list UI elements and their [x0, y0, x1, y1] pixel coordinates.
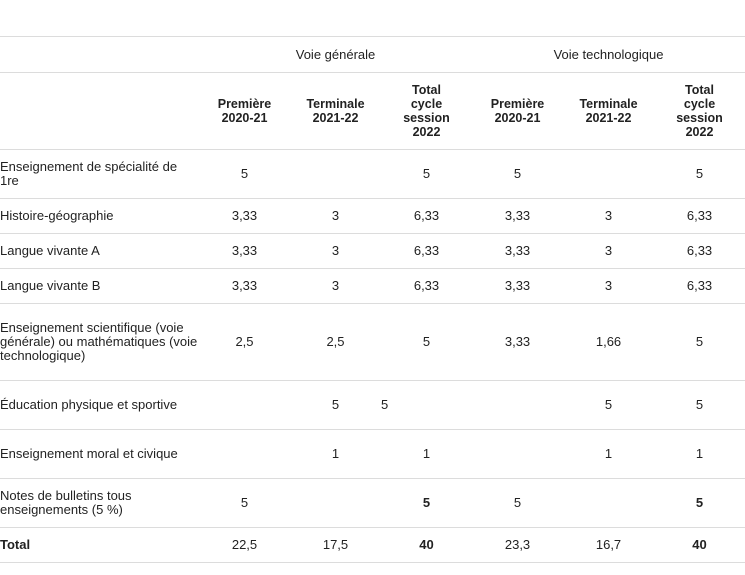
row-label: Enseignement moral et civique [0, 430, 199, 479]
header-line: Terminale [579, 97, 638, 111]
column-header-techno-total [654, 73, 745, 150]
cell: 5 [472, 479, 563, 528]
cell: 3 [290, 269, 381, 304]
column-header-empty [0, 73, 199, 150]
cell: 16,7 [563, 528, 654, 563]
cell: 5 [381, 150, 472, 199]
cell: 17,5 [290, 528, 381, 563]
column-header-techno-terminale [563, 73, 654, 150]
cell: 40 [381, 528, 472, 563]
cell: 2,5 [290, 304, 381, 381]
column-header-general-terminale [290, 73, 381, 150]
header-line: 2022 [412, 125, 441, 139]
table-row [0, 381, 745, 430]
column-header-general-total [381, 73, 472, 150]
cell: 23,3 [472, 528, 563, 563]
header-line: Terminale [306, 97, 365, 111]
cell: 1 [290, 430, 381, 479]
cell: 5 [381, 381, 472, 430]
table-row [0, 304, 745, 381]
cell: 40 [654, 528, 745, 563]
header-line: Total [412, 83, 441, 97]
group-header-row [0, 37, 745, 73]
cell: 3 [290, 234, 381, 269]
cell [290, 479, 381, 528]
header-line: Première [490, 97, 545, 111]
row-label: Total [0, 528, 199, 563]
cell: 3,33 [199, 269, 290, 304]
header-line: 2021-22 [312, 111, 359, 125]
cell: 6,33 [381, 234, 472, 269]
header-line: 2021-22 [585, 111, 632, 125]
cell: 3 [563, 234, 654, 269]
group-header-techno: Voie technologique [472, 37, 745, 73]
cell [563, 150, 654, 199]
cell: 3 [290, 199, 381, 234]
table-row [0, 234, 745, 269]
row-label: Enseignement de spécialité de 1re [0, 150, 199, 199]
cell: 5 [654, 150, 745, 199]
cell: 2,5 [199, 304, 290, 381]
cell: 3,33 [199, 199, 290, 234]
cell: 1 [654, 430, 745, 479]
header-line: session [676, 111, 723, 125]
row-label: Enseignement scientifique (voie générale) ou mathématiques (voie technologique) [0, 304, 199, 381]
cell: 5 [381, 304, 472, 381]
table-row [0, 430, 745, 479]
cell [472, 430, 563, 479]
row-label: Éducation physique et sportive [0, 381, 199, 430]
cell: 3,33 [472, 199, 563, 234]
row-label: Histoire-géographie [0, 199, 199, 234]
header-line: cycle [683, 97, 716, 111]
cell: 3,33 [199, 234, 290, 269]
cell: 5 [290, 381, 381, 430]
cell: 5 [654, 381, 745, 430]
coefficients-table [0, 36, 745, 563]
cell: 6,33 [654, 234, 745, 269]
header-line: Total [685, 83, 714, 97]
cell: 5 [199, 479, 290, 528]
table-row [0, 479, 745, 528]
cell [199, 381, 290, 430]
cell: 6,33 [381, 269, 472, 304]
cell: 3 [563, 269, 654, 304]
header-line: session [403, 111, 450, 125]
total-row [0, 528, 745, 563]
cell [563, 479, 654, 528]
cell: 1 [381, 430, 472, 479]
table-row [0, 150, 745, 199]
header-line: 2022 [685, 125, 714, 139]
cell [472, 381, 563, 430]
header-line: Première [217, 97, 272, 111]
cell: 5 [654, 479, 745, 528]
cell: 3 [563, 199, 654, 234]
cell: 5 [199, 150, 290, 199]
cell [290, 150, 381, 199]
cell: 3,33 [472, 269, 563, 304]
header-line: cycle [410, 97, 443, 111]
cell: 6,33 [654, 199, 745, 234]
column-header-general-premiere [199, 73, 290, 150]
cell: 6,33 [654, 269, 745, 304]
row-label: Langue vivante B [0, 269, 199, 304]
group-header-empty [0, 37, 199, 73]
cell: 22,5 [199, 528, 290, 563]
column-header-techno-premiere [472, 73, 563, 150]
table-row [0, 269, 745, 304]
cell: 5 [472, 150, 563, 199]
cell: 1 [563, 430, 654, 479]
header-line: 2020-21 [494, 111, 541, 125]
row-label: Langue vivante A [0, 234, 199, 269]
cell [199, 430, 290, 479]
cell: 3,33 [472, 234, 563, 269]
cell: 3,33 [472, 304, 563, 381]
cell: 1,66 [563, 304, 654, 381]
table-row [0, 199, 745, 234]
cell: 5 [654, 304, 745, 381]
column-header-row [0, 73, 745, 150]
cell: 5 [381, 479, 472, 528]
cell: 5 [563, 381, 654, 430]
group-header-general: Voie générale [199, 37, 472, 73]
cell: 6,33 [381, 199, 472, 234]
row-label: Notes de bulletins tous enseignements (5 %) [0, 479, 199, 528]
header-line: 2020-21 [221, 111, 268, 125]
